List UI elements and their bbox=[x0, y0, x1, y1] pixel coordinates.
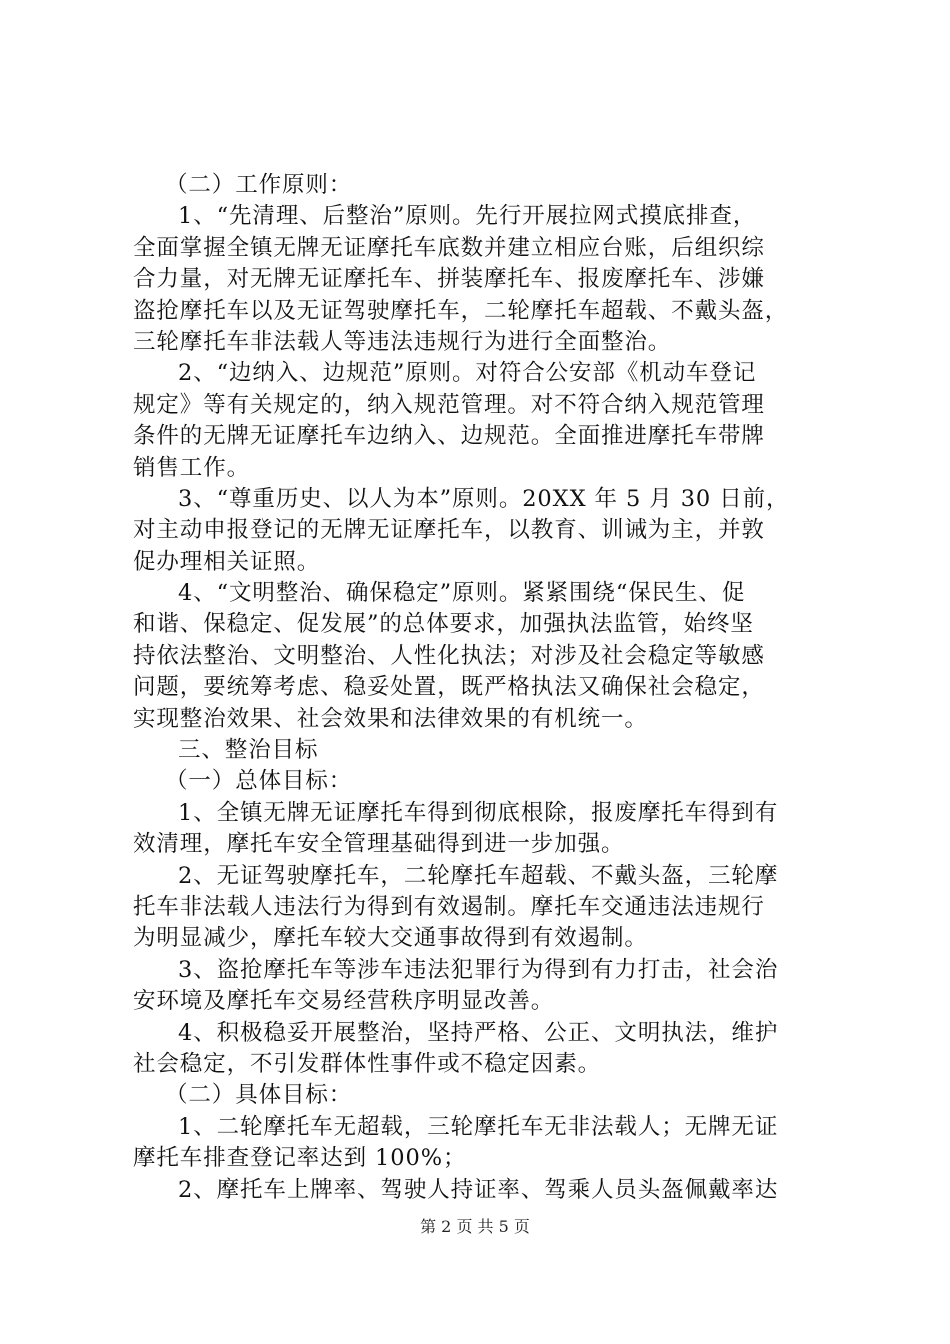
text-line: 全面掌握全镇无牌无证摩托车底数并建立相应台账，后组织综 bbox=[133, 234, 765, 261]
text-line: 社会稳定，不引发群体性事件或不稳定因素。 bbox=[133, 1050, 602, 1077]
text-line: 持依法整治、文明整治、人性化执法；对涉及社会稳定等敏感 bbox=[133, 642, 765, 669]
text-line: 4、“文明整治、确保稳定”原则。紧紧围绕“保民生、促 bbox=[178, 580, 746, 607]
text-line: 三轮摩托车非法载人等违法违规行为进行全面整治。 bbox=[133, 328, 672, 355]
text-line: 和谐、保稳定、促发展”的总体要求，加强执法监管，始终坚 bbox=[133, 611, 754, 638]
text-line: 合力量，对无牌无证摩托车、拼装摩托车、报废摩托车、涉嫌 bbox=[133, 266, 765, 293]
text-line: 1、二轮摩托车无超载，三轮摩托车无非法载人；无牌无证 bbox=[178, 1113, 779, 1140]
text-line: 摩托车排查登记率达到 100%； bbox=[133, 1145, 467, 1172]
text-line: （二）具体目标： bbox=[165, 1082, 353, 1109]
text-line: （二）工作原则： bbox=[165, 172, 353, 198]
text-line: 对主动申报登记的无牌无证摩托车，以教育、训诫为主，并敦 bbox=[133, 517, 765, 544]
text-line: 4、积极稳妥开展整治，坚持严格、公正、文明执法，维护 bbox=[178, 1019, 779, 1046]
text-line: 效清理，摩托车安全管理基础得到进一步加强。 bbox=[133, 831, 625, 858]
document-body bbox=[133, 170, 833, 1206]
text-line: （一）总体目标： bbox=[165, 768, 353, 795]
text-line: 为明显减少，摩托车较大交通事故得到有效遏制。 bbox=[133, 925, 648, 952]
text-line: 三、整治目标 bbox=[178, 737, 319, 764]
text-line: 1、全镇无牌无证摩托车得到彻底根除，报废摩托车得到有 bbox=[178, 799, 779, 826]
text-line: 促办理相关证照。 bbox=[133, 548, 321, 575]
text-line: 2、无证驾驶摩托车，二轮摩托车超载、不戴头盔，三轮摩 bbox=[178, 862, 779, 889]
text-line: 3、“尊重历史、以人为本”原则。20XX 年 5 月 30 日前， bbox=[178, 485, 790, 512]
text-line: 托车非法载人违法行为得到有效遏制。摩托车交通违法违规行 bbox=[133, 893, 765, 920]
text-line: 实现整治效果、社会效果和法律效果的有机统一。 bbox=[133, 705, 648, 732]
text-line: 规定》等有关规定的，纳入规范管理。对不符合纳入规范管理 bbox=[133, 391, 765, 418]
text-line: 问题，要统筹考虑、稳妥处置，既严格执法又确保社会稳定， bbox=[133, 674, 765, 701]
text-line: 2、摩托车上牌率、驾驶人持证率、驾乘人员头盔佩戴率达 bbox=[178, 1176, 779, 1203]
text-line: 安环境及摩托车交易经营秩序明显改善。 bbox=[133, 988, 555, 1015]
page-footer: 第 2 页 共 5 页 bbox=[420, 1217, 530, 1236]
text-line: 1、“先清理、后整治”原则。先行开展拉网式摸底排查， bbox=[178, 203, 757, 230]
text-line: 2、“边纳入、边规范”原则。对符合公安部《机动车登记 bbox=[178, 360, 757, 387]
text-line: 盗抢摩托车以及无证驾驶摩托车，二轮摩托车超载、不戴头盔， bbox=[133, 297, 789, 324]
text-line: 3、盗抢摩托车等涉车违法犯罪行为得到有力打击，社会治 bbox=[178, 956, 779, 983]
text-line: 条件的无牌无证摩托车边纳入、边规范。全面推进摩托车带牌 bbox=[133, 423, 765, 450]
text-line: 销售工作。 bbox=[133, 454, 251, 481]
